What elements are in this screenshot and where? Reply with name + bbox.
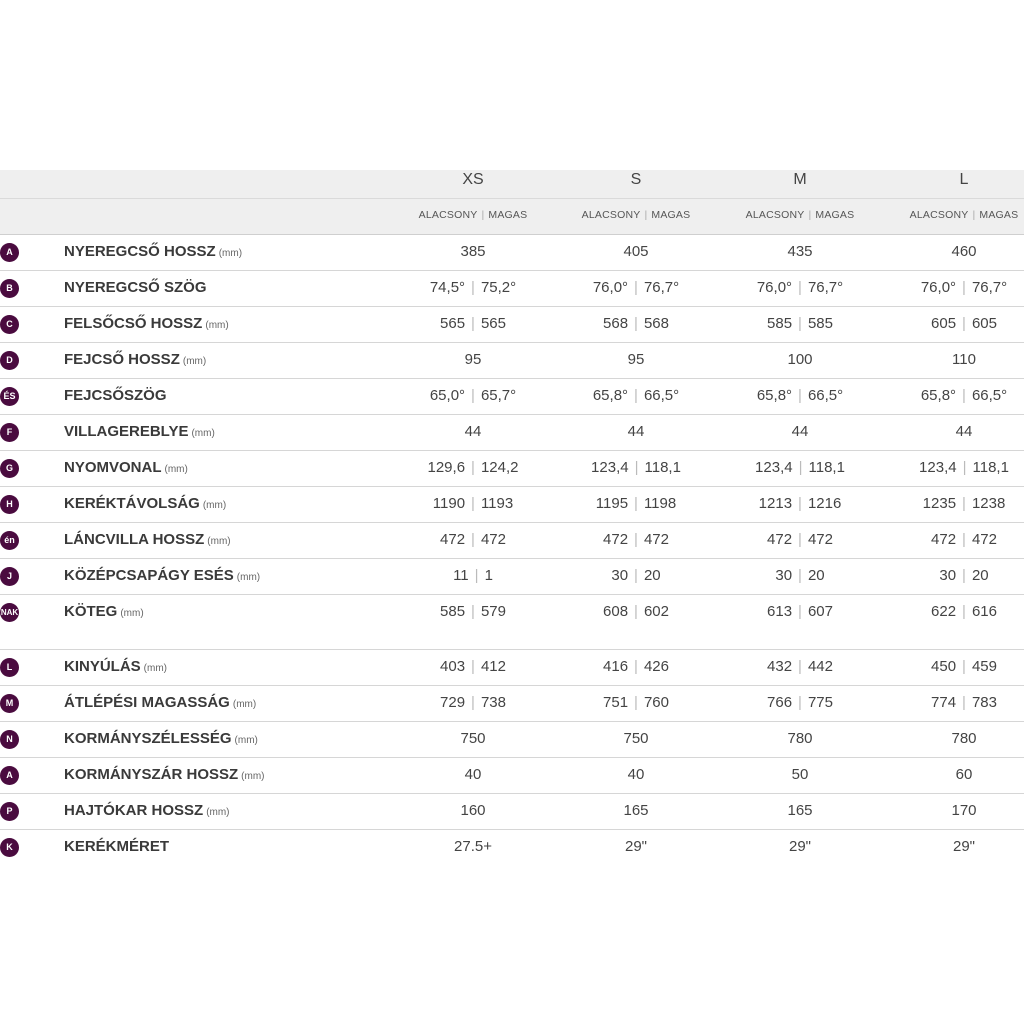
value-high: 1198 <box>643 495 677 512</box>
value-low: 403 <box>440 658 466 675</box>
value-low: 95 <box>627 351 645 368</box>
value-high: 76,7° <box>643 279 680 296</box>
value-low: 472 <box>931 531 957 548</box>
value-low: 751 <box>603 694 629 711</box>
value-cell: 472 | 472 <box>440 531 506 548</box>
value-cell <box>400 794 546 828</box>
table-row <box>0 379 1024 415</box>
value-cell <box>727 794 873 828</box>
row-letter-badge: én <box>0 531 19 550</box>
value-low: 568 <box>603 315 629 332</box>
value-cell <box>563 794 709 828</box>
measurement-name: LÁNCVILLA HOSSZ <box>64 531 205 548</box>
measurement-unit: (mm) <box>218 248 243 259</box>
geometry-table <box>0 170 1024 866</box>
row-letter-badge: H <box>0 495 19 514</box>
value-high: 75,2° <box>480 279 517 296</box>
value-low: 613 <box>767 603 793 620</box>
variant-high-label: MAGAS <box>815 209 855 221</box>
value-low: 123,4 <box>755 459 793 476</box>
value-low: 170 <box>951 802 977 819</box>
value-cell: 129,6 | 124,2 <box>427 459 519 476</box>
measurement-name: KÖTEG <box>64 603 118 620</box>
measurement-name: FEJCSŐ HOSSZ <box>64 351 180 368</box>
table-row <box>0 343 1024 379</box>
value-cell: 76,0° | 76,7° <box>592 279 680 296</box>
row-letter-badge: N <box>0 730 19 749</box>
value-high: 472 <box>643 531 669 548</box>
value-cell: 30 | 20 <box>611 567 661 584</box>
value-cell: 65,8° | 66,5° <box>920 387 1008 404</box>
value-high: 66,5° <box>971 387 1008 404</box>
value-cell: 766 | 775 <box>767 694 833 711</box>
value-low: 766 <box>767 694 793 711</box>
value-cell <box>891 415 1024 449</box>
value-high: 76,7° <box>971 279 1008 296</box>
value-high: 20 <box>643 567 661 584</box>
value-cell: 65,8° | 66,5° <box>756 387 844 404</box>
value-low: 432 <box>767 658 793 675</box>
value-cell: 403 | 412 <box>440 658 506 675</box>
value-cell: 30 | 20 <box>939 567 989 584</box>
value-cell <box>727 758 873 792</box>
measurement-unit: (mm) <box>206 807 230 818</box>
row-label <box>64 559 260 593</box>
value-cell <box>891 830 1024 864</box>
value-cell: 751 | 760 <box>603 694 669 711</box>
value-high: 124,2 <box>480 459 519 476</box>
value-high: 738 <box>480 694 506 711</box>
measurement-unit: (mm) <box>232 699 257 710</box>
value-cell: 416 | 426 <box>603 658 669 675</box>
measurement-name: KINYÚLÁS <box>64 658 141 675</box>
row-letter-badge: P <box>0 802 19 821</box>
value-cell: 65,8° | 66,5° <box>592 387 680 404</box>
value-high: 118,1 <box>644 459 681 476</box>
value-low: 123,4 <box>591 459 629 476</box>
value-low: 472 <box>603 531 629 548</box>
value-high: 616 <box>971 603 997 620</box>
row-label <box>64 271 207 305</box>
value-cell <box>727 830 873 864</box>
value-cell: 74,5° | 75,2° <box>429 279 517 296</box>
value-cell: 1190 | 1193 <box>432 495 514 512</box>
variant-header: ALACSONY | MAGAS <box>909 209 1019 221</box>
table-row <box>0 451 1024 487</box>
measurement-unit: (mm) <box>207 536 231 547</box>
table-row <box>0 559 1024 595</box>
value-low: 65,0° <box>429 387 466 404</box>
value-low: 44 <box>955 423 973 440</box>
table-row <box>0 830 1024 866</box>
row-label <box>64 451 188 485</box>
variant-low-label: ALACSONY <box>418 209 478 221</box>
row-label <box>64 595 144 629</box>
measurement-name: FEJCSŐSZÖG <box>64 387 167 404</box>
table-row <box>0 650 1024 686</box>
row-label <box>64 523 231 557</box>
value-cell <box>563 415 709 449</box>
measurement-unit: (mm) <box>191 428 215 439</box>
measurement-name: FELSŐCSŐ HOSSZ <box>64 315 203 332</box>
value-high: 66,5° <box>807 387 844 404</box>
row-label <box>64 722 258 756</box>
variant-header: ALACSONY | MAGAS <box>745 209 855 221</box>
value-low: 608 <box>603 603 629 620</box>
row-letter-badge: NAK <box>0 603 19 622</box>
value-cell <box>563 722 709 756</box>
value-high: 426 <box>643 658 669 675</box>
variant-low-label: ALACSONY <box>581 209 641 221</box>
value-cell <box>400 758 546 792</box>
value-low: 585 <box>767 315 793 332</box>
value-high: 459 <box>971 658 997 675</box>
row-letter-badge: L <box>0 658 19 677</box>
size-header-row <box>0 170 1024 199</box>
value-low: 165 <box>623 802 649 819</box>
table-row <box>0 235 1024 271</box>
variant-low-label: ALACSONY <box>909 209 969 221</box>
value-low: 44 <box>791 423 809 440</box>
value-cell: 1195 | 1198 <box>595 495 677 512</box>
value-low: 110 <box>952 351 976 368</box>
value-cell <box>891 794 1024 828</box>
value-low: 729 <box>440 694 466 711</box>
value-high: 442 <box>807 658 833 675</box>
measurement-unit: (mm) <box>143 663 167 674</box>
value-low: 76,0° <box>592 279 629 296</box>
value-low: 416 <box>603 658 629 675</box>
value-low: 435 <box>787 243 813 260</box>
variant-header-row <box>0 199 1024 235</box>
row-letter-badge: B <box>0 279 19 298</box>
value-cell <box>727 722 873 756</box>
value-cell: 65,0° | 65,7° <box>429 387 517 404</box>
value-cell <box>563 343 709 377</box>
row-label <box>64 686 256 720</box>
measurement-name: KORMÁNYSZÉLESSÉG <box>64 730 232 747</box>
row-label <box>64 794 230 828</box>
value-cell <box>400 830 546 864</box>
value-low: 11 <box>453 567 469 584</box>
row-letter-badge: F <box>0 423 19 442</box>
value-high: 65,7° <box>480 387 517 404</box>
value-cell: 11 | 1 <box>453 567 493 584</box>
value-high: 605 <box>971 315 997 332</box>
value-low: 1190 <box>432 495 466 512</box>
value-cell: 1235 | 1238 <box>922 495 1006 512</box>
value-low: 750 <box>460 730 486 747</box>
measurement-unit: (mm) <box>234 735 258 746</box>
value-cell: 622 | 616 <box>931 603 997 620</box>
value-low: 1213 <box>758 495 793 512</box>
value-low: 565 <box>440 315 466 332</box>
value-low: 29" <box>788 838 811 855</box>
value-low: 95 <box>464 351 482 368</box>
value-high: 1216 <box>807 495 842 512</box>
value-low: 450 <box>931 658 957 675</box>
table-row <box>0 758 1024 794</box>
size-s-header: S <box>630 171 642 188</box>
value-high: 783 <box>971 694 997 711</box>
value-low: 780 <box>951 730 977 747</box>
value-high: 775 <box>807 694 833 711</box>
value-low: 622 <box>931 603 957 620</box>
value-cell: 585 | 585 <box>767 315 833 332</box>
row-letter-badge: G <box>0 459 19 478</box>
value-low: 40 <box>464 766 482 783</box>
table-row <box>0 794 1024 830</box>
value-low: 65,8° <box>756 387 793 404</box>
value-cell <box>891 722 1024 756</box>
value-cell: 565 | 565 <box>440 315 506 332</box>
value-high: 20 <box>807 567 825 584</box>
measurement-unit: (mm) <box>236 572 261 583</box>
geometry-rows <box>0 235 1024 866</box>
value-high: 1238 <box>971 495 1006 512</box>
value-cell <box>563 235 709 269</box>
value-low: 29" <box>624 838 647 855</box>
row-letter-badge: J <box>0 567 19 586</box>
variant-low-label: ALACSONY <box>745 209 805 221</box>
value-low: 44 <box>627 423 645 440</box>
row-label <box>64 379 167 413</box>
value-high: 602 <box>643 603 669 620</box>
measurement-unit: (mm) <box>182 356 207 367</box>
variant-header: ALACSONY | MAGAS <box>418 209 528 221</box>
value-cell: 30 | 20 <box>775 567 825 584</box>
value-high: 66,5° <box>643 387 680 404</box>
value-cell: 568 | 568 <box>603 315 669 332</box>
value-low: 76,0° <box>920 279 957 296</box>
row-label <box>64 830 169 864</box>
value-low: 65,8° <box>920 387 957 404</box>
measurement-name: NYEREGCSŐ SZÖG <box>64 279 207 296</box>
value-high: 568 <box>643 315 669 332</box>
row-letter-badge: A <box>0 766 19 785</box>
value-cell <box>400 343 546 377</box>
value-low: 460 <box>951 243 977 260</box>
value-high: 20 <box>971 567 989 584</box>
value-cell <box>400 415 546 449</box>
value-high: 607 <box>807 603 833 620</box>
value-low: 1235 <box>922 495 957 512</box>
value-low: 160 <box>460 802 486 819</box>
value-low: 774 <box>931 694 957 711</box>
value-cell: 608 | 602 <box>603 603 669 620</box>
measurement-name: HAJTÓKAR HOSSZ <box>64 802 204 819</box>
value-low: 405 <box>623 243 649 260</box>
table-row <box>0 487 1024 523</box>
value-cell: 123,4 | 118,1 <box>919 459 1009 476</box>
value-high: 472 <box>807 531 833 548</box>
value-high: 472 <box>971 531 997 548</box>
value-high: 118,1 <box>808 459 845 476</box>
table-row <box>0 271 1024 307</box>
value-low: 76,0° <box>756 279 793 296</box>
value-low: 30 <box>611 567 629 584</box>
measurement-name: VILLAGEREBLYE <box>64 423 189 440</box>
value-high: 76,7° <box>807 279 844 296</box>
value-high: 412 <box>480 658 506 675</box>
table-row <box>0 722 1024 758</box>
value-cell: 76,0° | 76,7° <box>756 279 844 296</box>
variant-high-label: MAGAS <box>979 209 1019 221</box>
value-high: 1 <box>484 567 493 584</box>
value-cell <box>891 758 1024 792</box>
value-high: 472 <box>480 531 506 548</box>
row-letter-badge: K <box>0 838 19 857</box>
value-cell: 605 | 605 <box>931 315 997 332</box>
row-label <box>64 650 167 684</box>
value-low: 129,6 <box>427 459 466 476</box>
row-label <box>64 758 265 792</box>
measurement-unit: (mm) <box>164 464 188 475</box>
value-low: 30 <box>775 567 793 584</box>
value-low: 472 <box>440 531 466 548</box>
row-label <box>64 415 215 449</box>
value-cell: 76,0° | 76,7° <box>920 279 1008 296</box>
value-low: 40 <box>627 766 645 783</box>
size-m-header: M <box>793 171 807 188</box>
value-cell <box>400 235 546 269</box>
row-letter-badge: M <box>0 694 19 713</box>
value-low: 750 <box>623 730 649 747</box>
value-cell: 613 | 607 <box>767 603 833 620</box>
value-low: 65,8° <box>592 387 629 404</box>
value-low: 100 <box>787 351 813 368</box>
value-high: 579 <box>480 603 506 620</box>
value-low: 30 <box>939 567 957 584</box>
measurement-name: KÖZÉPCSAPÁGY ESÉS <box>64 567 234 584</box>
value-low: 780 <box>787 730 813 747</box>
value-high: 565 <box>480 315 506 332</box>
value-cell: 472 | 472 <box>931 531 997 548</box>
measurement-name: NYEREGCSŐ HOSSZ <box>64 243 216 260</box>
measurement-name: KORMÁNYSZÁR HOSSZ <box>64 766 239 783</box>
value-cell <box>400 722 546 756</box>
row-label <box>64 487 226 521</box>
value-cell: 123,4 | 118,1 <box>591 459 681 476</box>
variant-high-label: MAGAS <box>488 209 528 221</box>
variant-high-label: MAGAS <box>651 209 691 221</box>
value-cell <box>727 415 873 449</box>
measurement-unit: (mm) <box>120 608 144 619</box>
value-high: 760 <box>643 694 669 711</box>
table-row <box>0 415 1024 451</box>
measurement-unit: (mm) <box>202 500 227 511</box>
measurement-name: KERÉKMÉRET <box>64 838 170 855</box>
value-low: 123,4 <box>919 459 957 476</box>
value-low: 165 <box>787 802 813 819</box>
value-low: 385 <box>460 243 486 260</box>
value-low: 605 <box>931 315 957 332</box>
value-cell: 450 | 459 <box>931 658 997 675</box>
value-high: 1193 <box>480 495 514 512</box>
row-letter-badge: A <box>0 243 19 262</box>
table-row <box>0 595 1024 650</box>
value-low: 29" <box>952 838 975 855</box>
size-xs-header: XS <box>462 171 484 188</box>
value-cell: 1213 | 1216 <box>758 495 842 512</box>
value-cell <box>563 830 709 864</box>
value-cell <box>891 343 1024 377</box>
table-row <box>0 307 1024 343</box>
measurement-unit: (mm) <box>205 320 229 331</box>
measurement-unit: (mm) <box>241 771 265 782</box>
measurement-name: NYOMVONAL <box>64 459 162 476</box>
value-low: 27.5+ <box>454 838 492 855</box>
size-l-header: L <box>959 171 969 188</box>
value-cell: 123,4 | 118,1 <box>755 459 845 476</box>
value-low: 1195 <box>595 495 629 512</box>
value-cell: 774 | 783 <box>931 694 997 711</box>
table-row <box>0 686 1024 722</box>
value-cell: 472 | 472 <box>603 531 669 548</box>
value-low: 50 <box>791 766 809 783</box>
row-label <box>64 235 242 269</box>
table-row <box>0 523 1024 559</box>
value-low: 472 <box>767 531 793 548</box>
value-cell <box>563 758 709 792</box>
measurement-name: ÁTLÉPÉSI MAGASSÁG <box>64 694 230 711</box>
value-low: 60 <box>955 766 973 783</box>
measurement-name: KERÉKTÁVOLSÁG <box>64 495 200 512</box>
value-high: 118,1 <box>972 459 1009 476</box>
value-low: 44 <box>464 423 482 440</box>
row-letter-badge: C <box>0 315 19 334</box>
variant-header: ALACSONY | MAGAS <box>581 209 691 221</box>
value-low: 585 <box>440 603 466 620</box>
value-cell <box>727 343 873 377</box>
value-cell <box>727 235 873 269</box>
row-label <box>64 343 206 377</box>
row-letter-badge: ÉS <box>0 387 19 406</box>
row-letter-badge: D <box>0 351 19 370</box>
value-cell: 472 | 472 <box>767 531 833 548</box>
row-label <box>64 307 229 341</box>
value-low: 74,5° <box>429 279 466 296</box>
value-cell <box>891 235 1024 269</box>
value-cell: 585 | 579 <box>440 603 506 620</box>
value-cell: 432 | 442 <box>767 658 833 675</box>
value-cell: 729 | 738 <box>440 694 506 711</box>
value-high: 585 <box>807 315 833 332</box>
